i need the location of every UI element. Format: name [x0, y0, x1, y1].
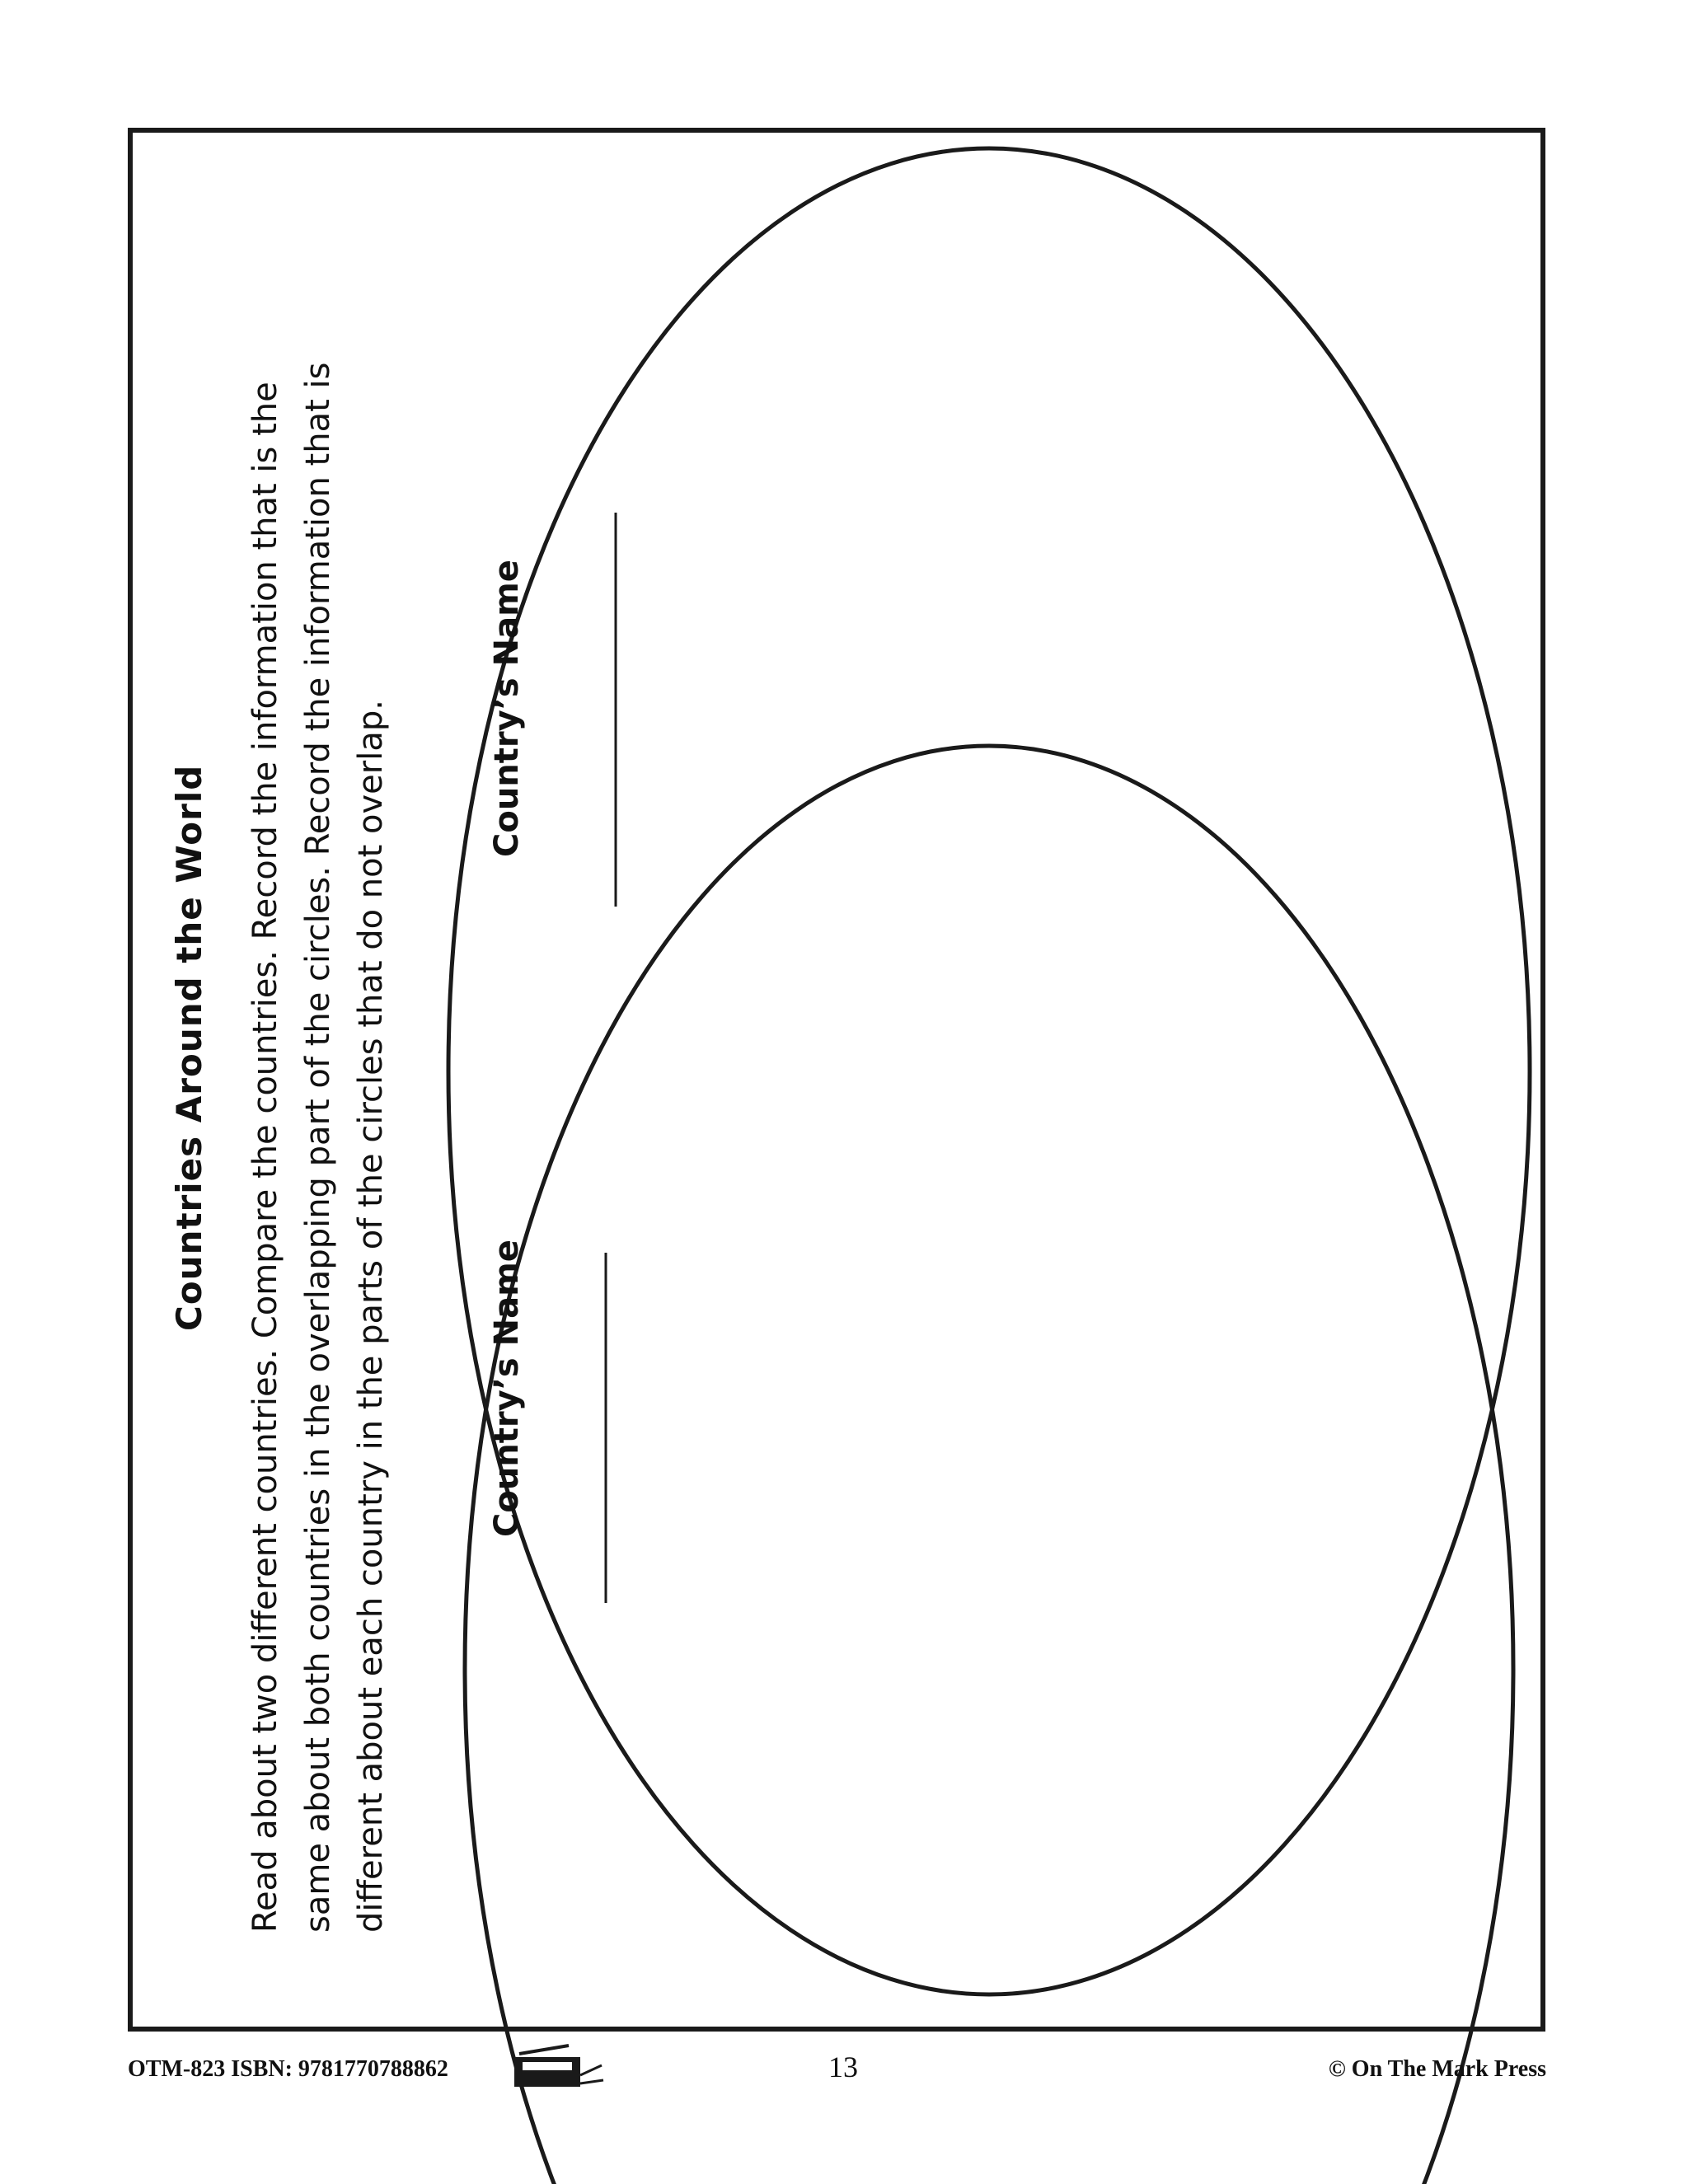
worksheet-title: Countries Around the World — [169, 764, 209, 1331]
page-number: 13 — [828, 2050, 858, 2083]
photocopier-icon — [511, 2042, 610, 2092]
instructions-line-2: same about both countries in the overlapping part of the circles. Record the information that is — [299, 362, 337, 1933]
country-name-label-bottom: Country’s Name — [488, 1240, 526, 1537]
venn-circle-top — [448, 148, 1530, 1994]
country-name-label-top: Country’s Name — [488, 560, 526, 857]
worksheet-instructions — [239, 194, 397, 1933]
footer-isbn: OTM-823 ISBN: 9781770788862 — [128, 2056, 448, 2082]
instructions-line-1: Read about two different countries. Compare the countries. Record the information that is the — [246, 382, 284, 1933]
footer-copyright: © On The Mark Press — [1328, 2056, 1546, 2082]
venn-circle-bottom — [465, 746, 1513, 2184]
instructions-line-3: different about each country in the parts of the circles that do not overlap. — [352, 700, 390, 1933]
